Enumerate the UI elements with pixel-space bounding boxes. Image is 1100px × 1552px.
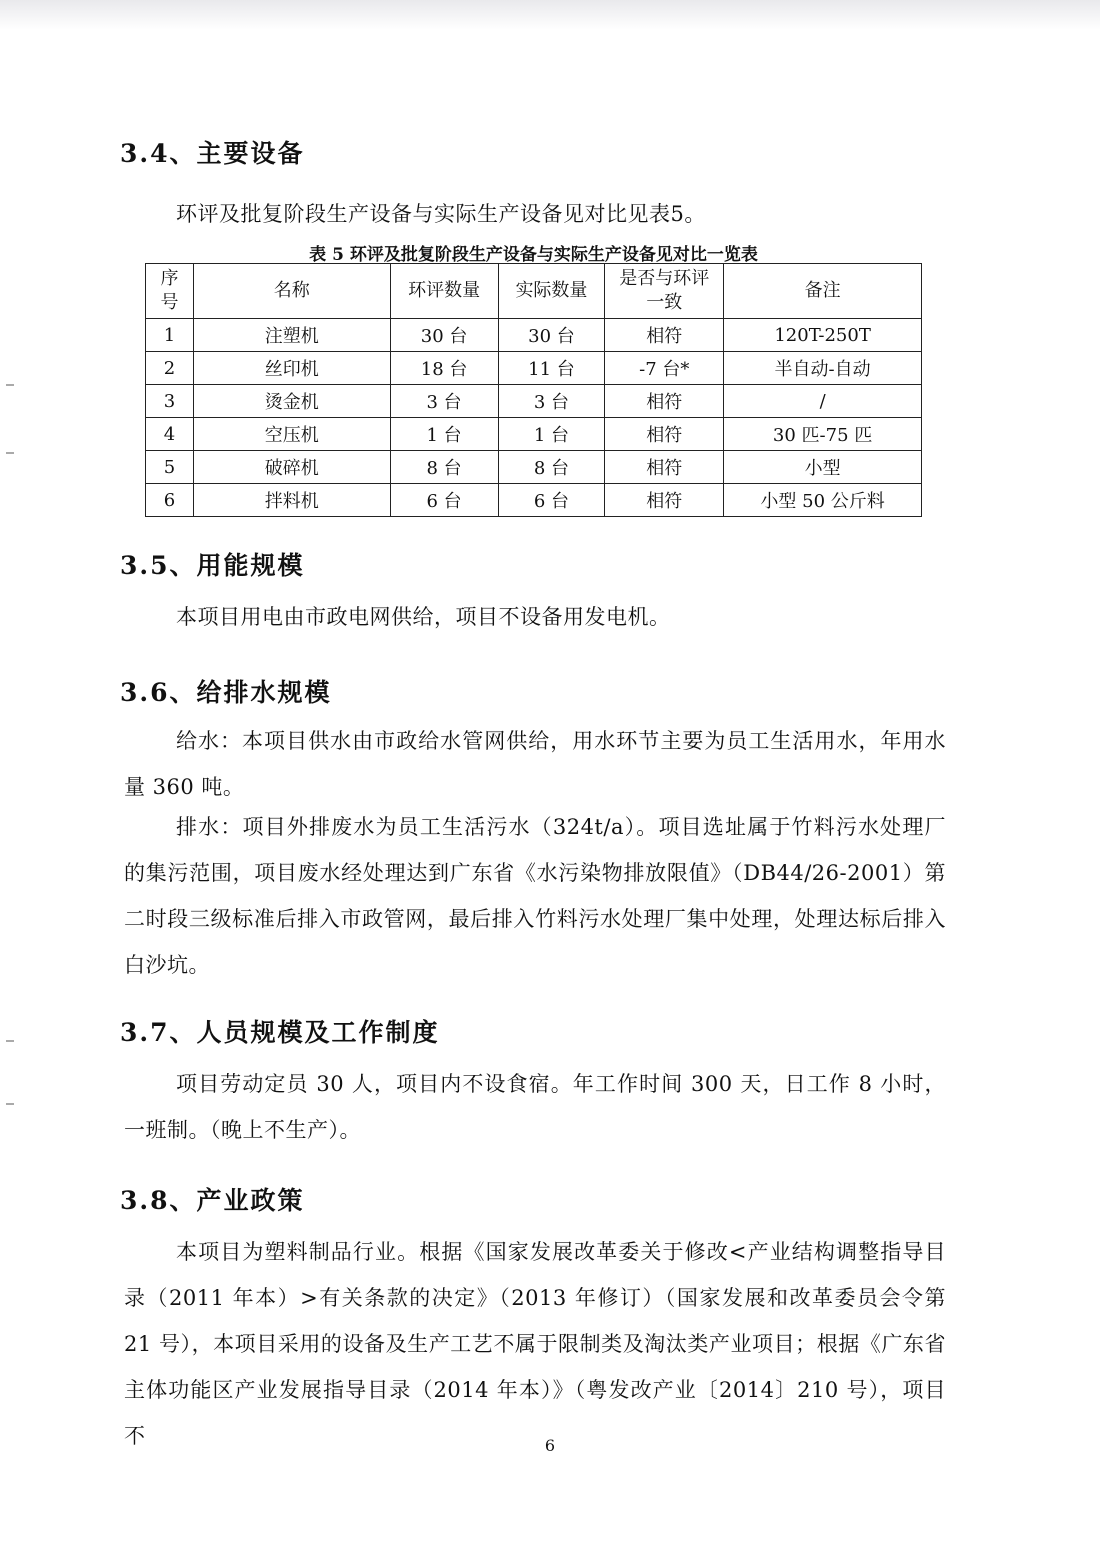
cell-no: 5	[146, 451, 194, 484]
cell-actual-qty: 6 台	[498, 484, 605, 517]
margin-mark	[6, 452, 14, 454]
table-row	[146, 385, 922, 418]
cell-no: 6	[146, 484, 194, 517]
header-consistent: 是否与环评 一致	[605, 264, 724, 319]
margin-mark	[6, 1040, 14, 1042]
cell-remark: 120T-250T	[724, 319, 922, 352]
cell-actual-qty: 11 台	[498, 352, 605, 385]
cell-actual-qty: 3 台	[498, 385, 605, 418]
header-actual-qty: 实际数量	[498, 264, 605, 319]
cell-eia-qty: 8 台	[390, 451, 498, 484]
cell-remark: 小型 50 公斤料	[724, 484, 922, 517]
section-heading-3-5: 3.5、用能规模	[120, 551, 305, 580]
table-row	[146, 451, 922, 484]
cell-consistent: 相符	[605, 319, 724, 352]
section-heading-3-6: 3.6、给排水规模	[120, 678, 332, 707]
cell-consistent: 相符	[605, 418, 724, 451]
cell-remark: 30 匹-75 匹	[724, 418, 922, 451]
cell-no: 3	[146, 385, 194, 418]
header-eia-qty: 环评数量	[390, 264, 498, 319]
table-row	[146, 319, 922, 352]
table-header-row	[146, 264, 922, 319]
cell-consistent: 相符	[605, 385, 724, 418]
section-heading-3-4: 3.4、主要设备	[120, 139, 305, 168]
page-number: 6	[544, 1436, 556, 1455]
header-name: 名称	[193, 264, 390, 319]
cell-name: 拌料机	[193, 484, 390, 517]
header-no: 序 号	[146, 264, 194, 319]
section-3-7-body: 项目劳动定员 30 人，项目内不设食宿。年工作时间 300 天，日工作 8 小时，一班制。（晚上不生产）。	[124, 1072, 946, 1142]
cell-consistent: -7 台*	[605, 352, 724, 385]
cell-actual-qty: 1 台	[498, 418, 605, 451]
cell-name: 破碎机	[193, 451, 390, 484]
table-row	[146, 352, 922, 385]
margin-mark	[6, 384, 14, 386]
cell-consistent: 相符	[605, 451, 724, 484]
section-3-6-water-supply: 给水：本项目供水由市政给水管网供给，用水环节主要为员工生活用水，年用水量 360 吨。	[124, 729, 946, 799]
cell-no: 4	[146, 418, 194, 451]
header-remark: 备注	[724, 264, 922, 319]
cell-remark: 小型	[724, 451, 922, 484]
section-3-8-body: 本项目为塑料制品行业。根据《国家发展改革委关于修改<产业结构调整指导目录（2011 年本）>有关条款的决定》（2013 年修订）（国家发展和改革委员会令第 21 号），本项目采用的设备及生产工艺不属于限制类及淘汰类产业项目；根据《广东省主体功能区产业发展指导目录（2014 年本）》（粤发改产业〔2014〕210 号），项目不	[124, 1240, 946, 1448]
section-3-6-drainage: 排水：项目外排废水为员工生活污水（324t/a）。项目选址属于竹料污水处理厂的集污范围，项目废水经处理达到广东省《水污染物排放限值》（DB44/26-2001）第二时段三级标准后排入市政管网，最后排入竹料污水处理厂集中处理，处理达标后排入白沙坑。	[124, 815, 946, 977]
equipment-comparison-table	[145, 263, 922, 517]
scan-edge-shadow	[0, 0, 1100, 30]
cell-remark: 半自动-自动	[724, 352, 922, 385]
table-row	[146, 484, 922, 517]
cell-remark: /	[724, 385, 922, 418]
section-heading-3-7: 3.7、人员规模及工作制度	[120, 1018, 440, 1047]
cell-name: 烫金机	[193, 385, 390, 418]
section-3-5-body: 本项目用电由市政电网供给，项目不设备用发电机。	[176, 605, 671, 629]
margin-mark	[6, 1103, 14, 1105]
cell-consistent: 相符	[605, 484, 724, 517]
table-caption: 表 5 环评及批复阶段生产设备与实际生产设备见对比一览表	[309, 245, 758, 265]
cell-no: 1	[146, 319, 194, 352]
cell-actual-qty: 8 台	[498, 451, 605, 484]
cell-no: 2	[146, 352, 194, 385]
cell-eia-qty: 6 台	[390, 484, 498, 517]
cell-eia-qty: 30 台	[390, 319, 498, 352]
cell-name: 丝印机	[193, 352, 390, 385]
table-row	[146, 418, 922, 451]
cell-name: 注塑机	[193, 319, 390, 352]
section-heading-3-8: 3.8、产业政策	[120, 1186, 305, 1215]
cell-actual-qty: 30 台	[498, 319, 605, 352]
section-3-4-intro: 环评及批复阶段生产设备与实际生产设备见对比见表5。	[176, 202, 706, 226]
cell-eia-qty: 1 台	[390, 418, 498, 451]
cell-eia-qty: 18 台	[390, 352, 498, 385]
cell-name: 空压机	[193, 418, 390, 451]
cell-eia-qty: 3 台	[390, 385, 498, 418]
